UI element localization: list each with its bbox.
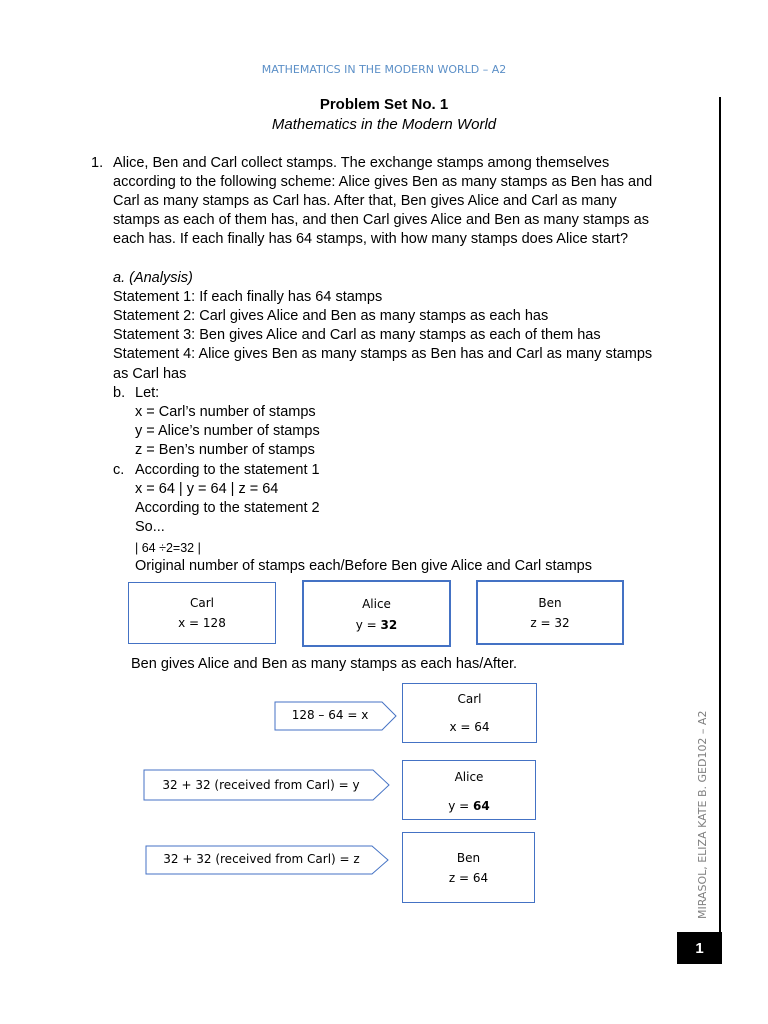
box-name: Ben [538,596,562,610]
reasoning-line: Original number of stamps each/Before Ben give Alice and Carl stamps [135,558,592,574]
statement-line: Statement 1: If each finally has 64 stamps [113,289,383,305]
reasoning-line: So... [135,519,165,535]
box-value: x = 128 [178,616,226,630]
statement-line: Statement 2: Carl gives Alice and Ben as many stamps as each has [113,308,549,324]
statement-line: Statement 4: Alice gives Ben as many stamps as Ben has and Carl as many stamps [113,346,653,362]
box-value: x = 64 [449,720,490,734]
c-marker: c. [113,462,125,478]
problem-line: Alice, Ben and Carl collect stamps. The exchange stamps among themselves [113,155,610,171]
problem-line: stamps as each of them has, and then Carl gives Alice and Ben as many stamps as [113,212,649,228]
ben-after-box [402,832,535,903]
arrow-label: 32 + 32 (received from Carl) = y [162,778,360,792]
reasoning-line: According to the statement 2 [135,500,320,516]
problem-set-subtitle: Mathematics in the Modern World [271,116,497,133]
box-name: Alice [362,597,391,611]
variable-definition: z = Ben’s number of stamps [135,442,315,458]
alice-after-box [402,760,536,820]
alice-before-box [302,580,451,647]
box-value: y = 64 [448,799,490,813]
page-number: 1 [677,932,722,964]
box-name: Carl [457,692,482,706]
right-margin-rule [719,97,721,935]
let-marker: b. [113,385,126,401]
problem-line: Carl as many stamps as Carl has. After that, Ben gives Alice and Carl as many [113,193,617,209]
division-line: | 64 ÷2=32 | [135,541,201,555]
problem-set-title: Problem Set No. 1 [319,96,449,113]
box-name: Carl [190,596,214,610]
box-value: z = 64 [448,871,489,885]
ben-before-box [476,580,624,645]
box-value: z = 32 [530,616,570,630]
problem-line: according to the following scheme: Alice gives Ben as many stamps as Ben has and [113,174,653,190]
reasoning-line: According to the statement 1 [135,462,320,478]
carl-after-box [402,683,537,743]
box-value: y = 32 [355,618,398,632]
statement-line: Statement 3: Ben gives Alice and Carl as many stamps as each of them has [113,327,601,343]
analysis-label: a. (Analysis) [113,270,193,286]
arrow-label: 128 – 64 = x [291,708,369,722]
carl-before-box [128,582,276,644]
author-sidebar-text: MIRASOL, ELIZA KATE B. GED102 – A2 [696,710,709,919]
arrow-label: 32 + 32 (received from Carl) = z [163,852,360,866]
variable-definition: x = Carl’s number of stamps [135,404,316,420]
box-name: Alice [454,770,484,784]
problem-line: each has. If each finally has 64 stamps, with how many stamps does Alice start? [113,231,629,247]
document-header: MATHEMATICS IN THE MODERN WORLD – A2 [261,63,507,76]
problem-number: 1. [91,155,104,171]
let-label: Let: [135,385,160,401]
variable-definition: y = Alice’s number of stamps [135,423,320,439]
reasoning-line: x = 64 | y = 64 | z = 64 [135,481,279,497]
after-caption: Ben gives Alice and Ben as many stamps as each has/After. [131,656,518,672]
box-name: Ben [456,851,481,865]
statement-line: as Carl has [113,366,187,382]
